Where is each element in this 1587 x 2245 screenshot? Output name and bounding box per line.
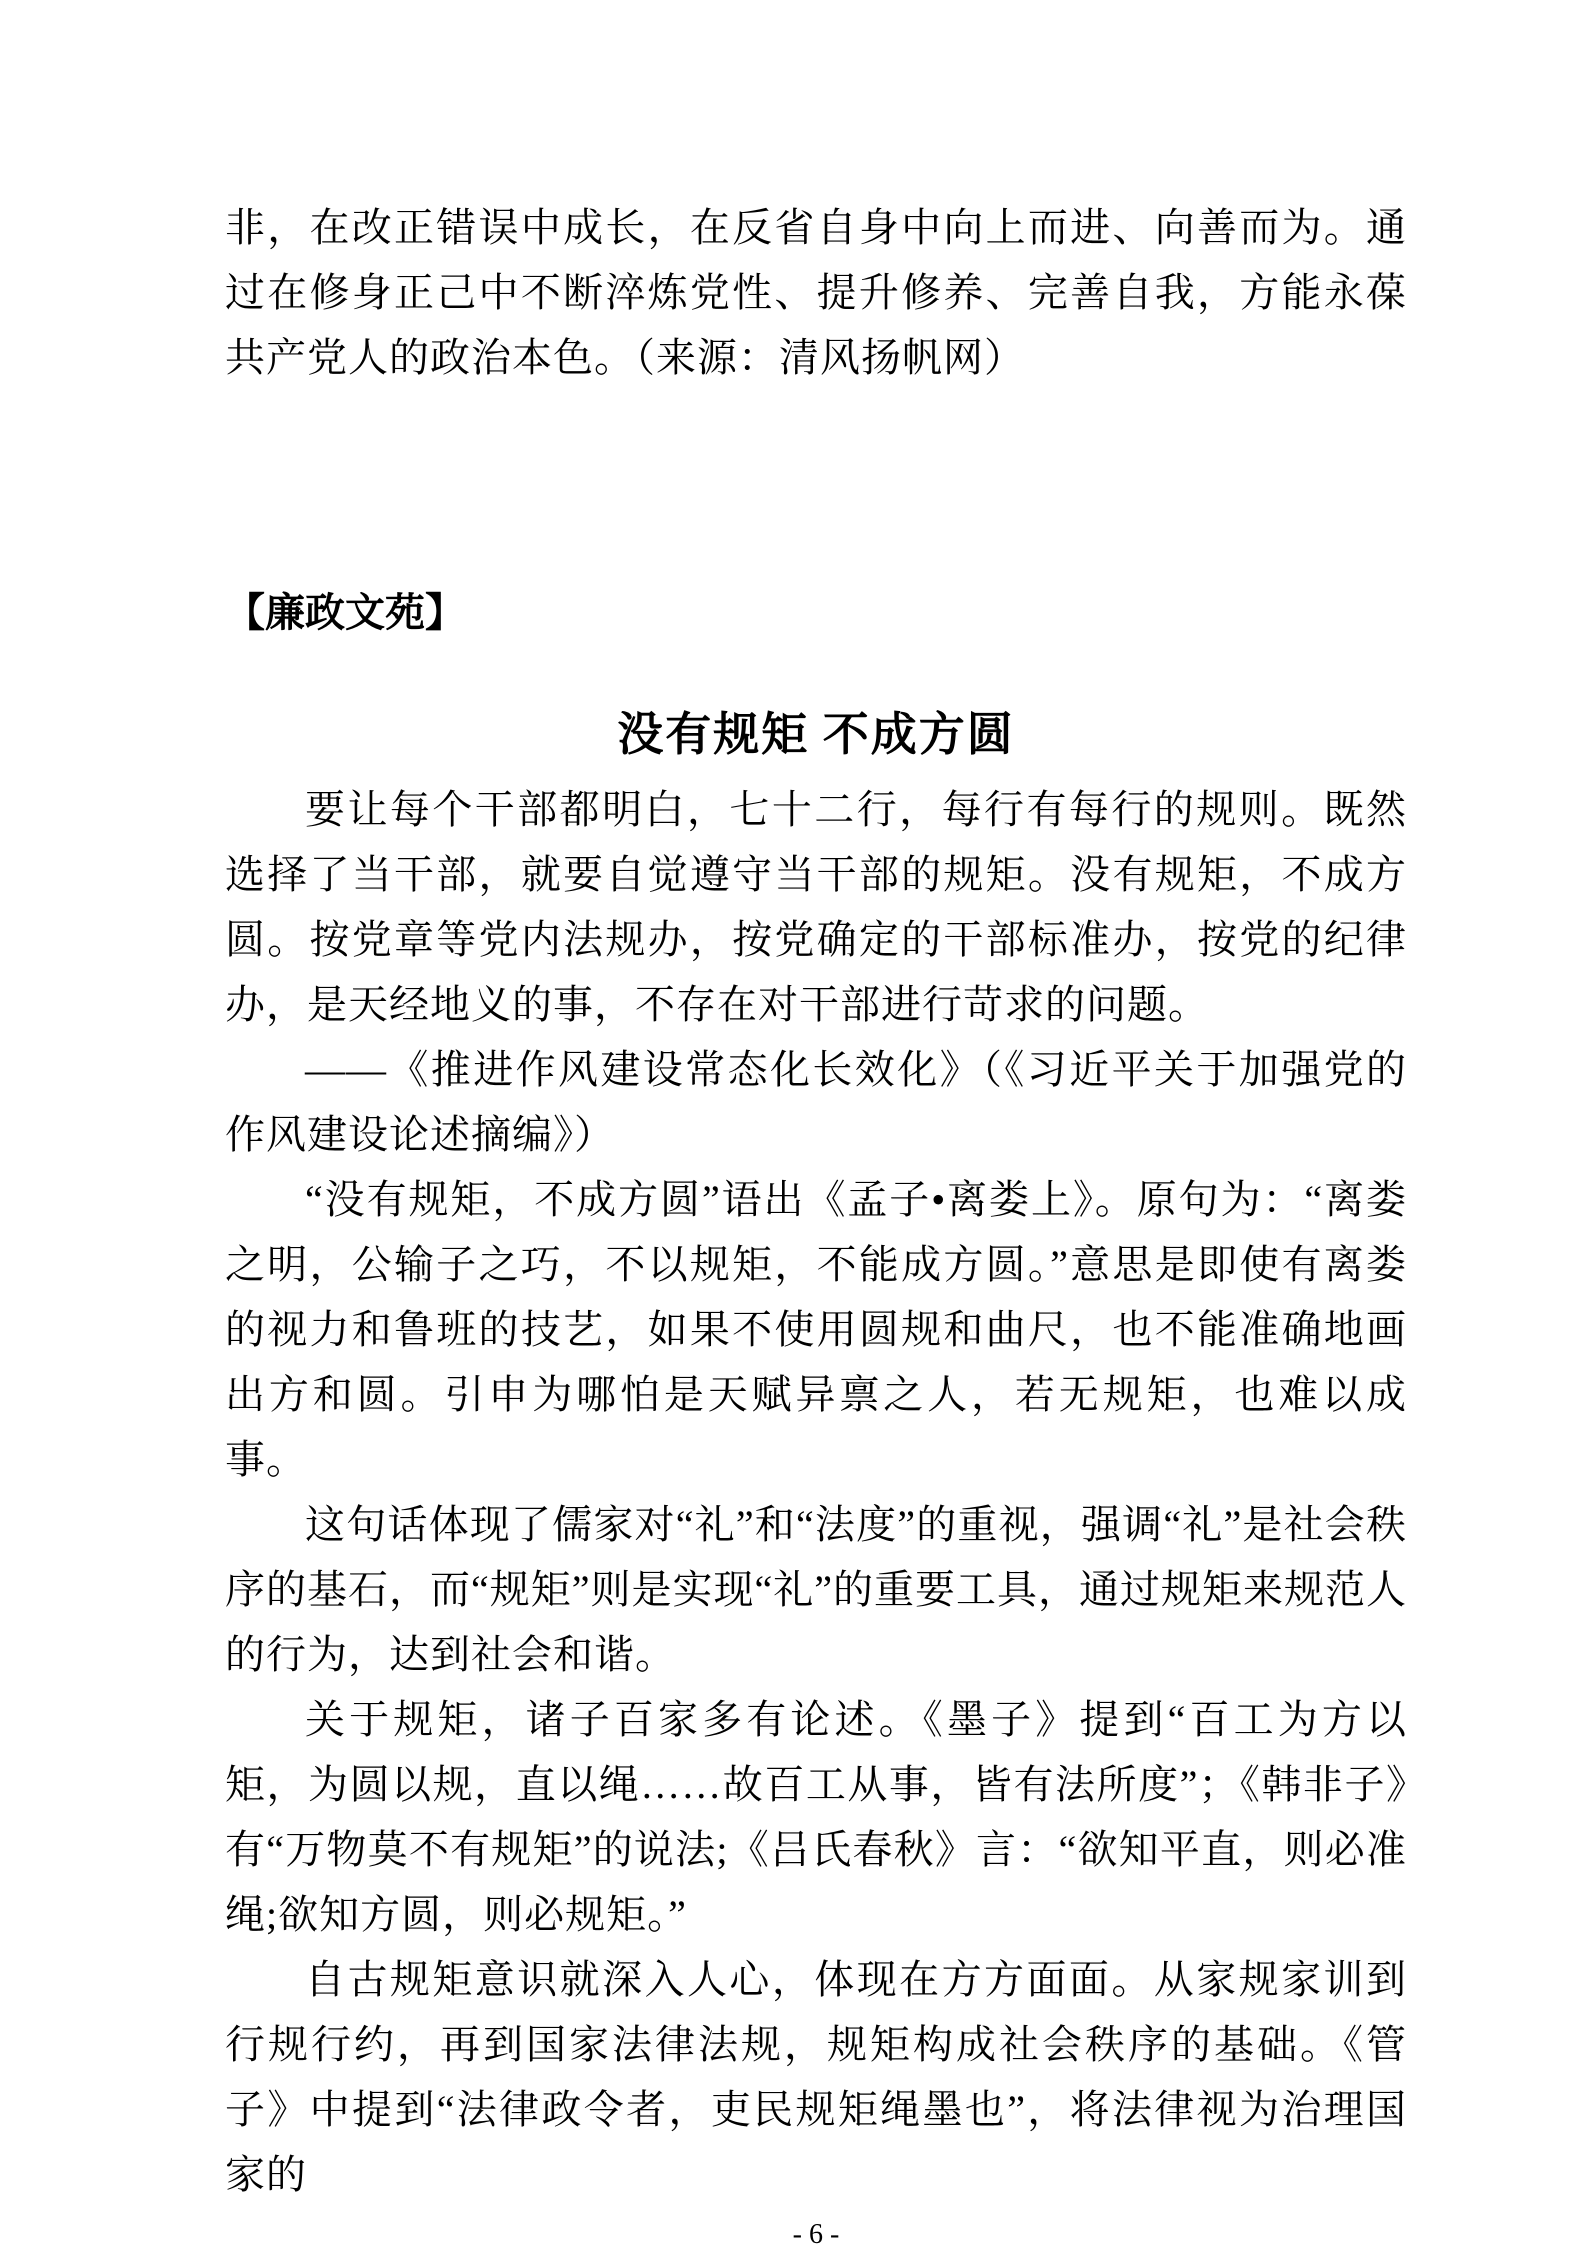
article-paragraph: 自古规矩意识就深入人心，体现在方方面面。从家规家训到行规行约，再到国家法律法规，规矩构成社会秩序的基础。《管子》中提到“法律政令者，吏民规矩绳墨也”，将法律视为治理国家的 bbox=[225, 1957, 1407, 2197]
article-title: 没有规矩 不成方圆 bbox=[617, 709, 1015, 760]
article-source-line: ——《推进作风建设常态化长效化》（《习近平关于加强党的作风建设论述摘编》） bbox=[225, 1047, 1407, 1157]
page-number: - 6 - bbox=[792, 2219, 840, 2245]
section-header: 【廉政文苑】 bbox=[225, 590, 465, 635]
document-content bbox=[225, 195, 1407, 2245]
article-paragraph: “没有规矩，不成方圆”语出《孟子•离娄上》。原句为：“离娄之明，公输子之巧，不以规矩，不能成方圆。”意思是即使有离娄的视力和鲁班的技艺，如果不使用圆规和曲尺，也不能准确地画出方和圆。引申为哪怕是天赋异禀之人，若无规矩，也难以成事。 bbox=[225, 1177, 1407, 1482]
continuation-paragraph: 非，在改正错误中成长，在反省自身中向上而进、向善而为。通过在修身正己中不断淬炼党性、提升修养、完善自我，方能永葆共产党人的政治本色。（来源：清风扬帆网） bbox=[225, 205, 1407, 380]
article-paragraph: 要让每个干部都明白，七十二行，每行有每行的规则。既然选择了当干部，就要自觉遵守当干部的规矩。没有规矩，不成方圆。按党章等党内法规办，按党确定的干部标准办，按党的纪律办，是天经地义的事，不存在对干部进行苛求的问题。 bbox=[225, 787, 1407, 1027]
article-paragraph: 这句话体现了儒家对“礼”和“法度”的重视，强调“礼”是社会秩序的基石，而“规矩”则是实现“礼”的重要工具，通过规矩来规范人的行为，达到社会和谐。 bbox=[225, 1502, 1408, 1677]
article-paragraph: 关于规矩，诸子百家多有论述。《墨子》提到“百工为方以矩，为圆以规，直以绳……故百工从事，皆有法所度”；《韩非子》有“万物莫不有规矩”的说法;《吕氏春秋》言：“欲知平直，则必准绳;欲知方圆，则必规矩。” bbox=[225, 1697, 1407, 1937]
